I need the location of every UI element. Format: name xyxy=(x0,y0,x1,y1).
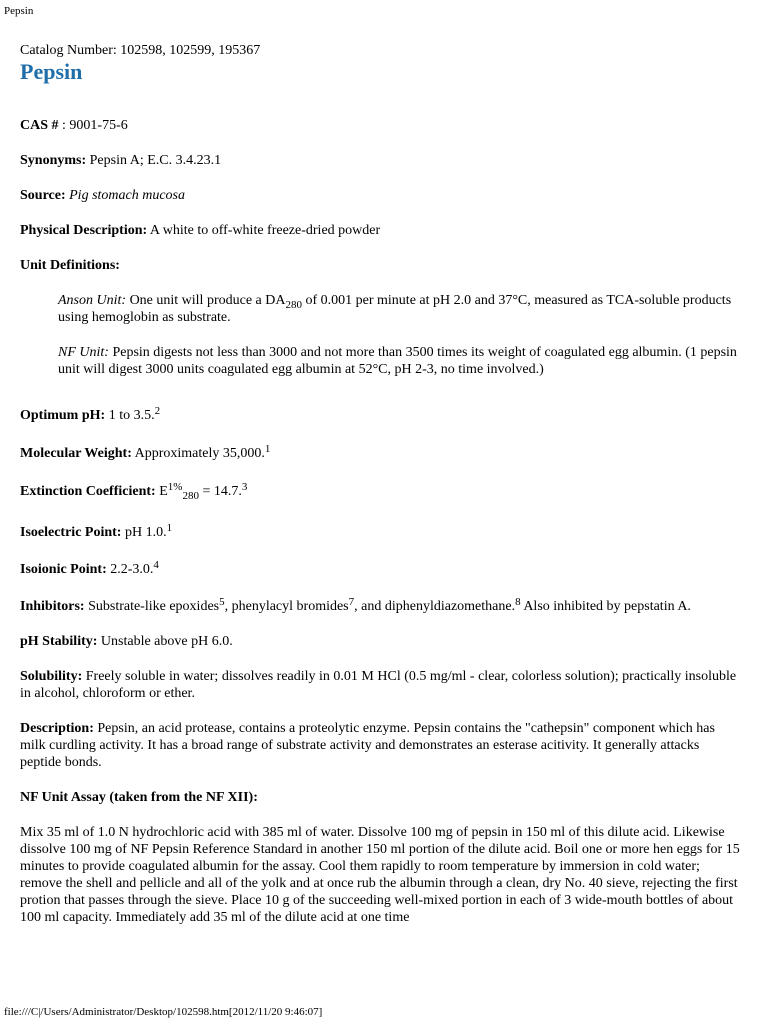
page-title: Pepsin xyxy=(20,59,83,84)
molecular-weight xyxy=(20,445,742,462)
inhibitors xyxy=(20,598,742,615)
description-label: Description: xyxy=(20,721,94,736)
inhibitors-ref-3: 8 xyxy=(515,596,521,608)
molecular-weight-value: Approximately 35,000. xyxy=(131,446,265,461)
ph-stability xyxy=(20,633,742,650)
isoionic-point-value: 2.2-3.0. xyxy=(106,562,154,577)
nf-unit-assay-label: NF Unit Assay (taken from the NF XII): xyxy=(20,790,258,805)
extinction-coefficient xyxy=(20,483,742,500)
extinction-coefficient-label: Extinction Coefficient: xyxy=(20,484,156,499)
physical-description-label: Physical Description: xyxy=(20,223,148,238)
assay-procedure: Mix 35 ml of 1.0 N hydrochloric acid with 385 ml of water. Dissolve 100 mg of pepsin in 150 ml of this dilute acid. Likewise dissolve 100 mg of NF Pepsin Reference Standard in another 150 ml portion of the dilute acid. Boil one or more hen eggs for 15 minutes to provide coagulated albumin for the assay. Cool them rapidly to room temperature by immersion in cold water; remove the shell and pellicle and all of the yolk and at once rub the albumin through a clean, dry No. 40 sieve, rejecting the first protion that passes through the sieve. Place 10 g of the succeeding well-mixed portion in each of 3 wide-mouth bottles of about 100 ml capacity. Immediately add 35 ml of the dilute acid at one time xyxy=(20,825,740,925)
optimum-ph-ref: 2 xyxy=(154,405,161,417)
inhibitors-text-2: , phenylacyl bromides xyxy=(224,599,349,614)
molecular-weight-ref: 1 xyxy=(264,443,271,455)
description xyxy=(20,720,742,771)
solubility xyxy=(20,668,742,702)
nf-unit-label: NF Unit: xyxy=(58,345,109,360)
isoelectric-point-value: pH 1.0. xyxy=(121,525,167,540)
optimum-ph-label: Optimum pH: xyxy=(20,408,106,423)
ph-stability-value: Unstable above pH 6.0. xyxy=(97,634,233,649)
extinction-subscript: 280 xyxy=(182,490,199,502)
source-label: Source: xyxy=(20,188,66,203)
synonyms-value: Pepsin A; E.C. 3.4.23.1 xyxy=(86,153,222,168)
physical-description xyxy=(20,222,742,239)
anson-unit-text: One unit will produce a DA xyxy=(126,293,286,308)
ph-stability-label: pH Stability: xyxy=(20,634,98,649)
source xyxy=(20,187,742,204)
isoionic-point xyxy=(20,561,742,578)
synonyms-label: Synonyms: xyxy=(20,153,87,168)
catalog-number: Catalog Number: 102598, 102599, 195367 xyxy=(20,43,261,58)
anson-unit-subscript: 280 xyxy=(285,299,302,311)
inhibitors-label: Inhibitors: xyxy=(20,599,85,614)
isoionic-point-label: Isoionic Point: xyxy=(20,562,107,577)
anson-unit-text-2: of 0.001 per minute at pH 2.0 and 37°C, measured as TCA-soluble products using hemoglobin as substrate. xyxy=(58,293,732,325)
anson-unit xyxy=(20,292,742,326)
inhibitors-text-3: , and diphenyldiazomethane. xyxy=(354,599,516,614)
cas-label: CAS # xyxy=(20,118,63,133)
extinction-superscript: 1% xyxy=(167,481,183,493)
isoelectric-point xyxy=(20,524,742,541)
synonyms xyxy=(20,152,742,169)
isoelectric-point-label: Isoelectric Point: xyxy=(20,525,122,540)
extinction-ref: 3 xyxy=(241,481,248,493)
inhibitors-text-1: Substrate-like epoxides xyxy=(84,599,220,614)
source-value: Pig stomach mucosa xyxy=(69,188,186,203)
document-body xyxy=(20,42,742,926)
inhibitors-text-4: Also inhibited by pepstatin A. xyxy=(520,599,691,614)
inhibitors-ref-1: 5 xyxy=(219,596,225,608)
extinction-coefficient-value: = 14.7. xyxy=(198,484,242,499)
print-header-title: Pepsin xyxy=(4,5,34,17)
optimum-ph-value: 1 to 3.5. xyxy=(105,408,155,423)
nf-unit-text: Pepsin digests not less than 3000 and not more than 3500 times its weight of coagulated egg albumin. (1 pepsin unit will digest 3000 units coagulated egg albumin at 52°C, pH 2-3, no time involved.) xyxy=(58,345,737,377)
extinction-e: E xyxy=(155,484,168,499)
unit-definitions-heading xyxy=(20,257,742,274)
isoelectric-ref: 1 xyxy=(166,522,173,534)
unit-definitions-label: Unit Definitions: xyxy=(20,258,120,273)
description-value: Pepsin, an acid protease, contains a proteolytic enzyme. Pepsin contains the "cathepsin" component which has milk curdling activity. It has a broad range of substrate activity and demonstrates an esterase acitivity. It generally attacks peptide bonds. xyxy=(20,721,715,770)
optimum-ph xyxy=(20,407,742,424)
cas-value: : 9001-75-6 xyxy=(62,118,128,133)
anson-unit-label: Anson Unit: xyxy=(58,293,127,308)
solubility-value: Freely soluble in water; dissolves readily in 0.01 M HCl (0.5 mg/ml - clear, colorless solution); practically insoluble in alcohol, chloroform or ether. xyxy=(20,669,737,701)
inhibitors-ref-2: 7 xyxy=(348,596,355,608)
nf-unit-assay-heading xyxy=(20,789,742,806)
molecular-weight-label: Molecular Weight: xyxy=(20,446,132,461)
cas-number xyxy=(20,117,742,134)
solubility-label: Solubility: xyxy=(20,669,83,684)
nf-unit xyxy=(20,344,742,378)
isoionic-ref: 4 xyxy=(153,559,159,571)
print-footer-url: file:///C|/Users/Administrator/Desktop/102598.htm[2012/11/20 9:46:07] xyxy=(4,1006,323,1018)
physical-description-value: A white to off-white freeze-dried powder xyxy=(147,223,381,238)
